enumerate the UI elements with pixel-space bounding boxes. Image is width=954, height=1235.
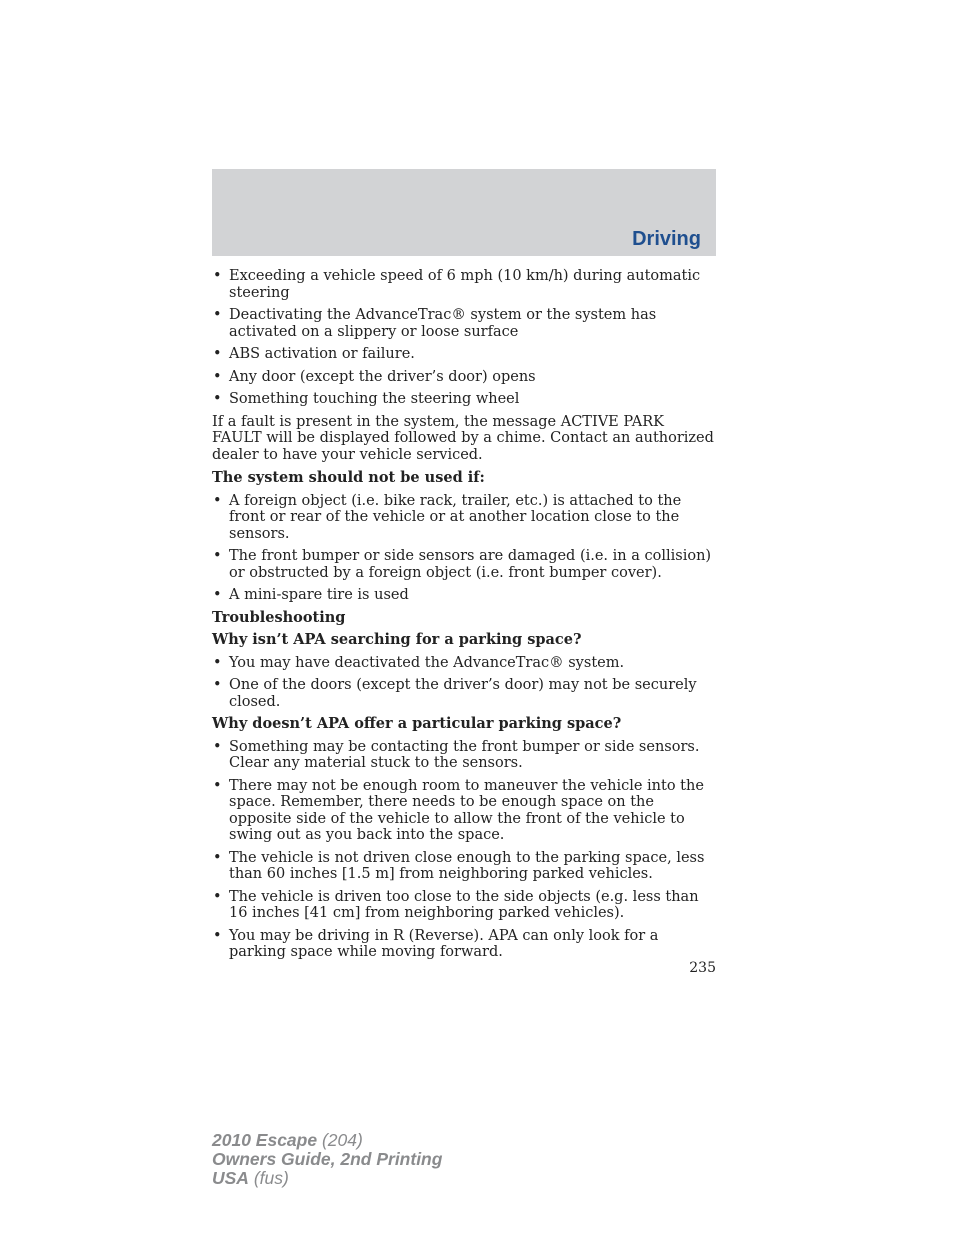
list-item: • A foreign object (i.e. bike rack, trailer, etc.) is attached to the front or rear of the vehicle or at another location close to the sensors.	[212, 493, 716, 543]
answer-list	[212, 739, 716, 961]
list-item: • The front bumper or side sensors are damaged (i.e. in a collision) or obstructed by a foreign object (i.e. front bumper cover).	[212, 548, 716, 581]
footer-model-code: (204)	[321, 1130, 363, 1150]
document-footer	[212, 1131, 442, 1188]
footer-guide-line	[212, 1150, 442, 1169]
list-item: • ABS activation or failure.	[212, 346, 716, 363]
list-item: • A mini-spare tire is used	[212, 587, 716, 604]
list-item: • One of the doors (except the driver’s door) may not be securely closed.	[212, 677, 716, 710]
list-item: • Deactivating the AdvanceTrac® system or the system has activated on a slippery or loose surface	[212, 307, 716, 340]
list-item: • You may be driving in R (Reverse). APA can only look for a parking space while moving forward.	[212, 928, 716, 961]
footer-guide: Owners Guide, 2nd Printing	[212, 1149, 443, 1169]
footer-market: USA	[212, 1168, 249, 1188]
list-item: • The vehicle is not driven close enough to the parking space, less than 60 inches [1.5 m] from neighboring parked vehicles.	[212, 850, 716, 883]
list-item: • Any door (except the driver’s door) opens	[212, 369, 716, 386]
list-item: • Exceeding a vehicle speed of 6 mph (10 km/h) during automatic steering	[212, 268, 716, 301]
not-used-list	[212, 493, 716, 604]
footer-model: 2010 Escape	[212, 1130, 318, 1150]
section-title: Driving	[632, 228, 701, 250]
section-header-band	[212, 169, 716, 256]
fault-paragraph: If a fault is present in the system, the message ACTIVE PARK FAULT will be displayed followed by a chime. Contact an authorized dealer to have your vehicle serviced.	[212, 413, 714, 463]
list-item: • You may have deactivated the AdvanceTrac® system.	[212, 655, 716, 672]
question-heading: Why doesn’t APA offer a particular parking space?	[212, 715, 622, 732]
conditions-list	[212, 268, 716, 408]
list-item: • There may not be enough room to maneuver the vehicle into the space. Remember, there needs to be enough space on the opposite side of the vehicle to allow the front of the vehicle to swing out as you back into the space.	[212, 778, 716, 844]
footer-model-line	[212, 1131, 442, 1150]
page-content	[212, 268, 716, 967]
footer-market-code: (fus)	[253, 1168, 289, 1188]
not-used-heading: The system should not be used if:	[212, 469, 485, 486]
question-heading: Why isn’t APA searching for a parking space?	[212, 631, 582, 648]
troubleshooting-heading: Troubleshooting	[212, 608, 346, 626]
list-item: • The vehicle is driven too close to the side objects (e.g. less than 16 inches [41 cm] from neighboring parked vehicles).	[212, 889, 716, 922]
footer-market-line	[212, 1169, 442, 1188]
list-item: • Something touching the steering wheel	[212, 391, 716, 408]
answer-list	[212, 655, 716, 711]
page-number: 235	[689, 960, 716, 976]
list-item: • Something may be contacting the front bumper or side sensors. Clear any material stuck to the sensors.	[212, 739, 716, 772]
